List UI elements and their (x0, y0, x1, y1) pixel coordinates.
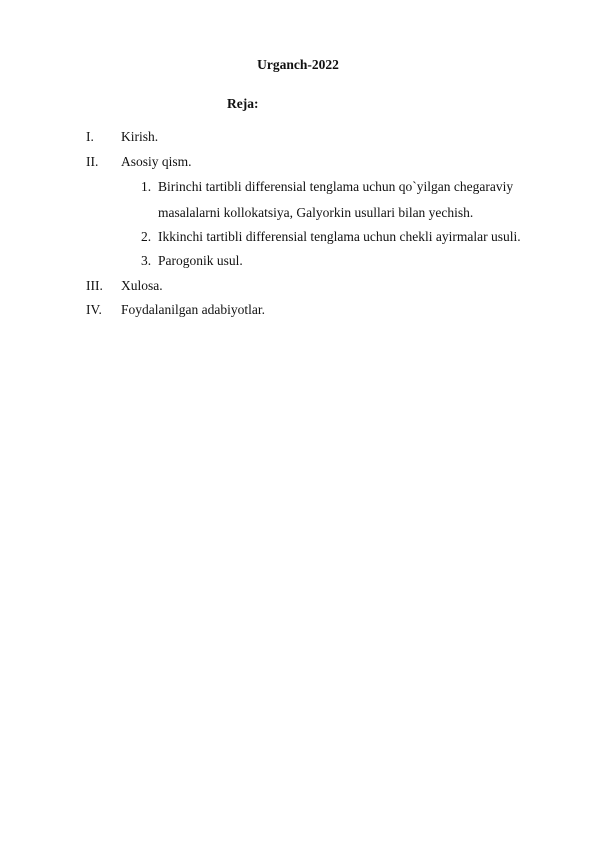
sub-item-text: Ikkinchi tartibli differensial tenglama uchun chekli ayirmalar usuli. (158, 229, 521, 244)
sub-item-number: 2. (141, 229, 152, 244)
sub-item-text: masalalarni kollokatsiya, Galyorkin usullari bilan yechish. (158, 205, 474, 220)
sub-item-text: Birinchi tartibli differensial tenglama uchun qo`yilgan chegaraviy (158, 179, 514, 194)
plan-item-text: Kirish. (121, 129, 159, 144)
roman-numeral: I. (86, 129, 94, 144)
plan-item-text: Asosiy qism. (121, 154, 192, 169)
sub-item-number: 3. (141, 253, 152, 268)
roman-numeral: III. (86, 278, 103, 293)
sub-item-number: 1. (141, 179, 152, 194)
page-title: Urganch-2022 (257, 57, 339, 72)
plan-heading: Reja: (227, 96, 259, 111)
plan-item-text: Foydalanilgan adabiyotlar. (121, 302, 265, 317)
roman-numeral: II. (86, 154, 99, 169)
plan-item-text: Xulosa. (121, 278, 163, 293)
roman-numeral: IV. (86, 302, 102, 317)
sub-item-text: Parogonik usul. (158, 253, 243, 268)
